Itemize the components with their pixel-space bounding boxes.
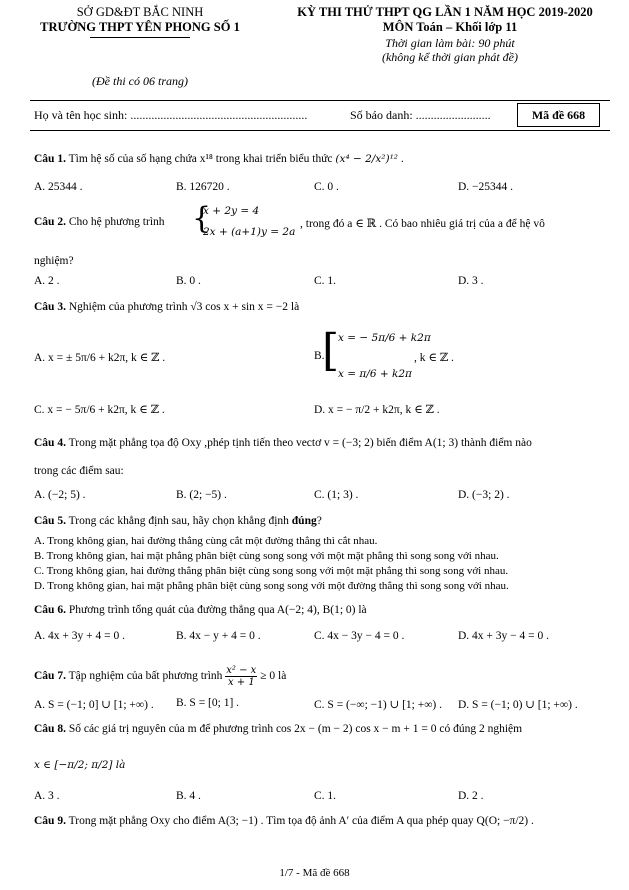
option-b: B. (2; −5) . — [176, 489, 227, 501]
question-text: Tập nghiệm của bất phương trình — [68, 670, 223, 683]
question-tail: ≥ 0 là — [260, 670, 287, 683]
system-eq-1: x + 2y = 4 — [203, 205, 260, 217]
option-d: D. x = − π/2 + k2π, k ∈ ℤ . — [314, 404, 440, 416]
question-4 — [34, 437, 532, 449]
option-c: C. x = − 5π/6 + k2π, k ∈ ℤ . — [34, 404, 165, 416]
inequality-fraction — [225, 665, 257, 688]
option-d: D. 2 . — [458, 790, 484, 802]
question-text: Phương trình tổng quát của đường thẳng qua A(−2; 4), B(1; 0) là — [68, 604, 367, 616]
question-text: Trong mặt phẳng Oxy cho điểm A(3; −1) . Tìm tọa độ ảnh A′ của điểm A qua phép quay Q(O; −π/2) . — [68, 815, 534, 827]
header-divider — [90, 37, 190, 38]
question-7 — [34, 665, 286, 688]
option-d: D. S = (−1; 0) ∪ [1; +∞) . — [458, 699, 578, 711]
question-text-continued: x ∈ [−π/2; π/2] là — [34, 759, 126, 771]
option-c: C. Trong không gian, hai đường thẳng phân biệt cùng song song với một mặt phẳng thì song song với nhau. — [34, 565, 509, 577]
option-d: D. 3 . — [458, 275, 484, 287]
subject: MÔN Toán – Khối lớp 11 — [382, 20, 518, 34]
question-2 — [34, 216, 165, 228]
question-text-continued-2: nghiệm? — [34, 255, 74, 267]
page-footer: 1/7 - Mã đề 668 — [279, 867, 350, 879]
top-rule — [30, 100, 610, 101]
option-d: D. 4x + 3y − 4 = 0 . — [458, 630, 550, 642]
question-8 — [34, 723, 522, 735]
student-name-field: Họ và tên học sinh: ........................................................... — [34, 108, 308, 122]
option-c: C. 1. — [314, 275, 337, 287]
fraction-numerator: x² − x — [226, 665, 257, 676]
question-text: Nghiệm của phương trình √3 cos x + sin x = −2 là — [68, 301, 300, 313]
question-label: Câu 2. — [34, 216, 66, 228]
system-eq-2: 2x + (a+1)y = 2a — [203, 226, 296, 238]
exam-code-box: Mã đề 668 — [517, 103, 600, 127]
question-6 — [34, 604, 367, 616]
option-b-line-2: x = π/6 + k2π — [338, 368, 412, 380]
question-text: Trong các khẳng định sau, hãy chọn khẳng định — [68, 515, 289, 527]
option-c: C. (1; 3) . — [314, 489, 359, 501]
option-b: B. 0 . — [176, 275, 201, 287]
student-id-field: Số báo danh: ......................... — [350, 108, 491, 122]
question-1: Câu 1. Tìm hệ số của số hạng chứa x¹⁸ trong khai triển biểu thức (x⁴ − 2/x²)¹² . — [34, 153, 404, 165]
option-a: A. 25344 . — [34, 181, 83, 193]
question-tail: ? — [316, 515, 322, 527]
option-a: A. S = (−1; 0] ∪ [1; +∞) . — [34, 699, 154, 711]
question-label: Câu 7. — [34, 670, 66, 683]
option-a: A. 3 . — [34, 790, 60, 802]
option-b-label: B. — [314, 350, 325, 362]
option-d: D. −25344 . — [458, 181, 514, 193]
option-a: A. 2 . — [34, 275, 60, 287]
question-label: Câu 5. — [34, 515, 66, 527]
question-label: Câu 3. — [34, 301, 66, 313]
option-c: C. 0 . — [314, 181, 339, 193]
duration-note: (không kể thời gian phát đề) — [381, 50, 519, 64]
option-a: A. 4x + 3y + 4 = 0 . — [34, 630, 126, 642]
question-text: Tìm hệ số của số hạng chứa x¹⁸ trong khai triển biểu thức — [68, 153, 333, 165]
fraction-denominator: x + 1 — [227, 677, 255, 688]
option-a: A. (−2; 5) . — [34, 489, 86, 501]
question-text: Cho hệ phương trình — [68, 216, 165, 228]
question-label: Câu 1. — [34, 153, 66, 165]
dept-name: SỞ GD&ĐT BẮC NINH — [76, 5, 204, 19]
question-label: Câu 4. — [34, 437, 66, 449]
option-b: B. 126720 . — [176, 181, 230, 193]
question-5 — [34, 515, 322, 527]
school-name: TRƯỜNG THPT YÊN PHONG SỐ 1 — [40, 20, 240, 34]
option-b: B. 4x − y + 4 = 0 . — [176, 630, 261, 642]
option-b: B. 4 . — [176, 790, 201, 802]
option-b: B. S = [0; 1] . — [176, 697, 240, 709]
option-b-tail: , k ∈ ℤ . — [414, 352, 454, 364]
option-c: C. 4x − 3y − 4 = 0 . — [314, 630, 405, 642]
option-a: A. x = ± 5π/6 + k2π, k ∈ ℤ . — [34, 352, 166, 364]
question-label: Câu 8. — [34, 723, 66, 735]
page-count-note: (Đề thi có 06 trang) — [92, 74, 188, 88]
question-expression: (x⁴ − 2/x²)¹² — [335, 153, 398, 165]
option-b-line-1: x = − 5π/6 + k2π — [338, 332, 431, 344]
question-emphasis: đúng — [291, 515, 317, 527]
question-label: Câu 6. — [34, 604, 66, 616]
question-label: Câu 9. — [34, 815, 66, 827]
option-b: B. Trong không gian, hai mặt phẳng phân biệt cùng song song với một mặt phẳng thì song song với nhau. — [34, 550, 499, 562]
option-d: D. (−3; 2) . — [458, 489, 510, 501]
option-d: D. Trong không gian, hai mặt phẳng phân biệt cùng song song với một đường thẳng thì song song với nhau. — [34, 580, 509, 592]
option-c: C. S = (−∞; −1) ∪ [1; +∞) . — [314, 699, 442, 711]
question-9 — [34, 815, 534, 827]
option-c: C. 1. — [314, 790, 337, 802]
question-text-continued: trong các điểm sau: — [34, 465, 124, 477]
question-3 — [34, 301, 299, 313]
exam-title: KỲ THI THỬ THPT QG LẦN 1 NĂM HỌC 2019-2020 — [297, 5, 593, 19]
question-text: Trong mặt phẳng tọa độ Oxy ,phép tịnh tiến theo vectơ v = (−3; 2) biến điểm A(1; 3) thành điểm nào — [68, 437, 532, 449]
bottom-rule — [30, 130, 610, 131]
option-a: A. Trong không gian, hai đường thẳng cùng cắt một đường thẳng thì cắt nhau. — [34, 535, 378, 547]
question-text: Số các giá trị nguyên của m để phương trình cos 2x − (m − 2) cos x − m + 1 = 0 có đúng 2 nghiệm — [68, 723, 523, 735]
bracket: [ — [322, 325, 340, 376]
system-brace: { — [192, 201, 212, 236]
duration: Thời gian làm bài: 90 phút — [385, 36, 515, 50]
question-text-continued: , trong đó a ∈ ℝ . Có bao nhiêu giá trị của a để hệ vô — [300, 218, 545, 230]
